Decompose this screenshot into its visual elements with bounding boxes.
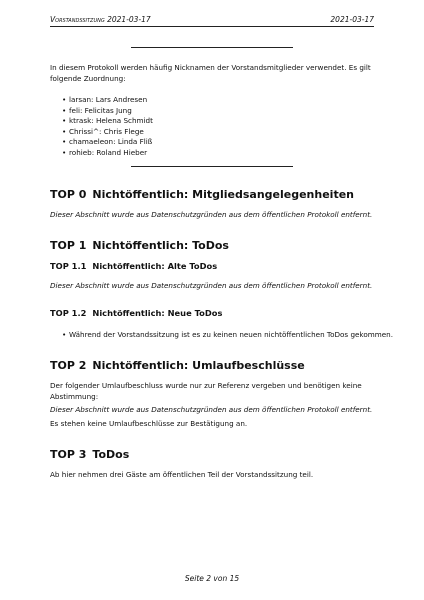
separator-bottom <box>131 166 293 167</box>
section-text: Es stehen keine Umlaufbeschlüsse zur Bestätigung an. <box>50 419 248 428</box>
section-note: Dieser Abschnitt wurde aus Datenschutzgründen aus dem öffentlichen Protokoll entfernt. <box>50 210 373 219</box>
subsection-title: Nichtöffentlich: Alte ToDos <box>92 261 218 271</box>
section-text: Ab hier nehmen drei Gäste am öffentlichen Teil der Vorstandssitzung teil. <box>50 470 314 479</box>
section-note: Dieser Abschnitt wurde aus Datenschutzgründen aus dem öffentlichen Protokoll entfernt. <box>50 405 373 414</box>
header-rule <box>50 26 374 27</box>
subsection-number: TOP 1.1 <box>50 261 87 271</box>
list-item: • larsan: Lars Andresen <box>62 95 153 106</box>
nickname-list <box>62 95 153 159</box>
section-title: ToDos <box>92 448 130 461</box>
list-item: • rohieb: Roland Hieber <box>62 148 153 159</box>
header-date: 2021-03-17 <box>330 15 374 24</box>
section-heading-top3 <box>50 448 129 461</box>
intro-text: In diesem Protokoll werden häufig Nicknamen der Vorstandsmitglieder verwendet. Es gilt folgende Zuordnung: <box>50 63 371 83</box>
section-number: TOP 2 <box>50 359 87 372</box>
section-heading-top1 <box>50 239 229 252</box>
list-item: • ktrask: Helena Schmidt <box>62 116 153 127</box>
section-number: TOP 0 <box>50 188 87 201</box>
list-item: • Chrissi^: Chris Flege <box>62 127 153 138</box>
page-footer: Seite 2 von 15 <box>184 574 240 583</box>
todo-list <box>62 330 393 341</box>
section-number: TOP 3 <box>50 448 87 461</box>
subsection-note: Dieser Abschnitt wurde aus Datenschutzgründen aus dem öffentlichen Protokoll entfernt. <box>50 281 373 290</box>
header-title: Vorstandssitzung 2021-03-17 <box>50 15 151 24</box>
section-heading-top0 <box>50 188 354 201</box>
section-title: Nichtöffentlich: ToDos <box>92 239 229 252</box>
subsection-title: Nichtöffentlich: Neue ToDos <box>92 308 223 318</box>
subsection-heading-top1-2 <box>50 308 222 318</box>
subsection-heading-top1-1 <box>50 261 217 271</box>
section-heading-top2 <box>50 359 305 372</box>
section-title: Nichtöffentlich: Umlaufbeschlüsse <box>92 359 305 372</box>
section-text: Der folgender Umlaufbeschluss wurde nur zur Referenz vergeben und benötigen keine Abstimmung: <box>50 381 362 401</box>
subsection-number: TOP 1.2 <box>50 308 87 318</box>
list-item: • feli: Felicitas Jung <box>62 106 153 117</box>
page-header <box>50 15 374 24</box>
separator-top <box>131 47 293 48</box>
section-title: Nichtöffentlich: Mitgliedsangelegenheiten <box>92 188 354 201</box>
list-item: • Während der Vorstandssitzung ist es zu keinen neuen nichtöffentlichen ToDos gekommen. <box>62 330 393 341</box>
section-number: TOP 1 <box>50 239 87 252</box>
list-item: • chamaeleon: Linda Fliß <box>62 137 153 148</box>
